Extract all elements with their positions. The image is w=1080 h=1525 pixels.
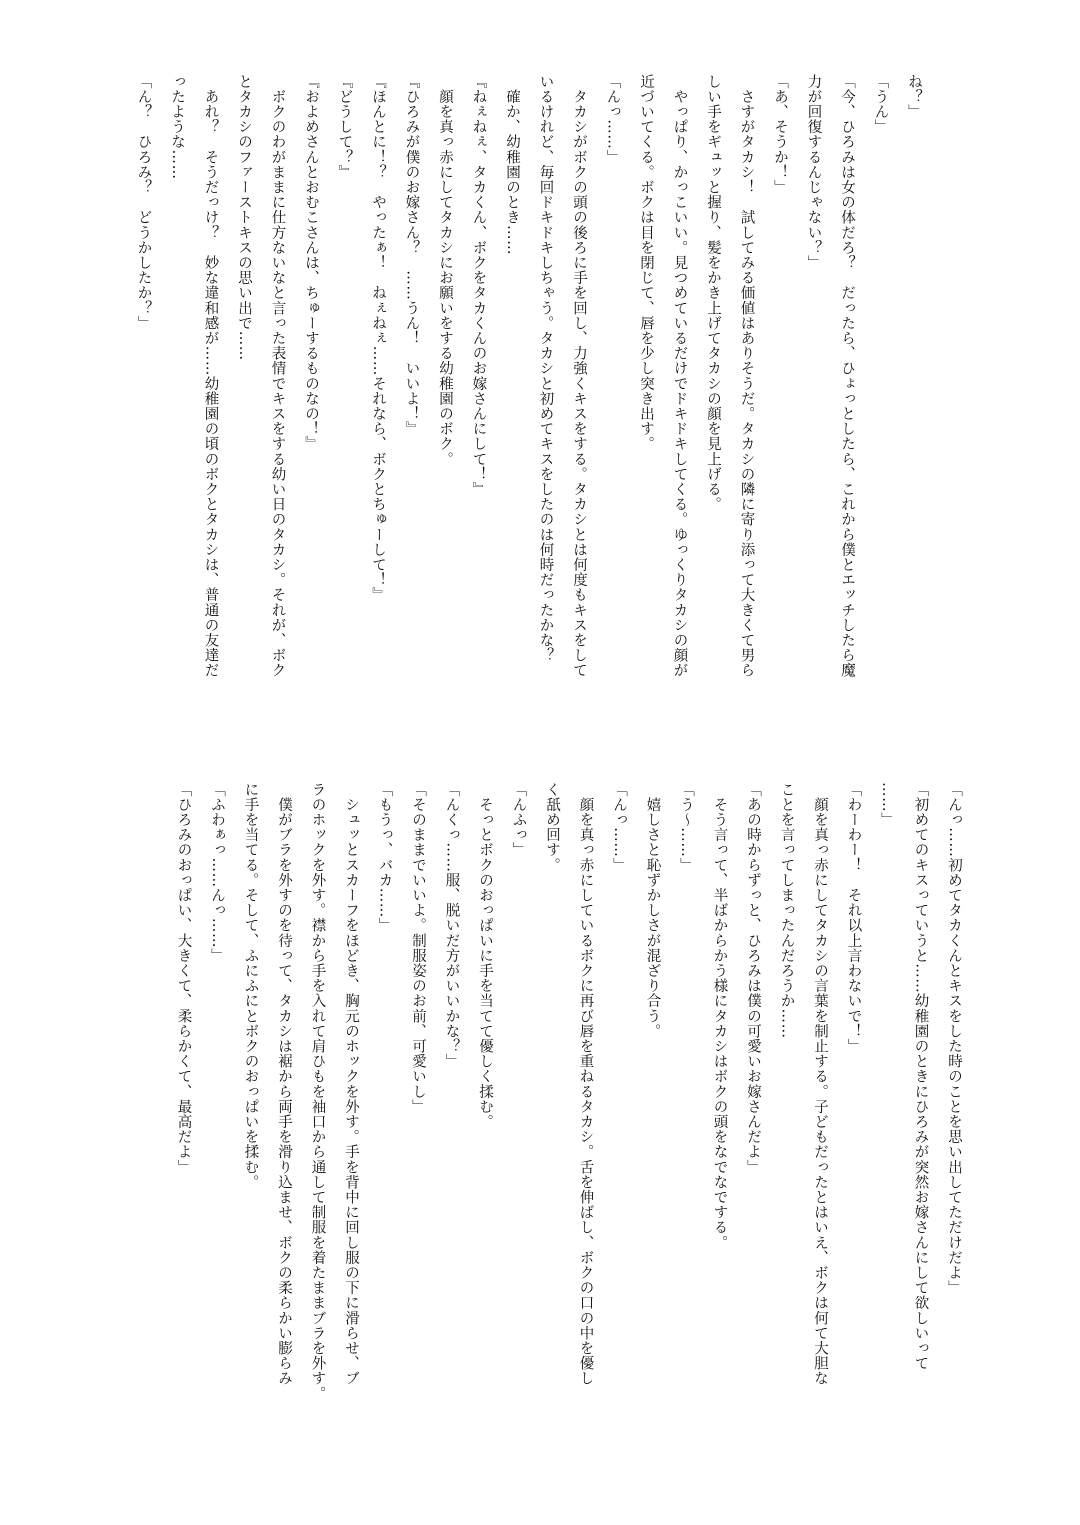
text-line: 確か、幼稚園のとき…… [504, 74, 520, 256]
text-line: 「う～……」 [678, 782, 694, 873]
upper-text-block [120, 74, 930, 724]
text-line: やっぱり、かっこいい。見つめているだけでドキドキしてくる。ゆっくりタカシの顔が [671, 74, 688, 678]
text-line: 「あの時からずっと、ひろみは僕の可愛いお嫁さんだよ」 [745, 782, 761, 1175]
text-line: 「んふっ」 [510, 782, 527, 858]
text-line: 僕がブラを外すのを待って、タカシは裾から両手を滑り込ませ、ボクの柔らかい膨らみ [276, 782, 292, 1386]
text-line: 嬉しさと恥ずかしさが混ざり合う。 [644, 782, 661, 1039]
text-line: 「ふわぁっ……んっ……」 [209, 782, 225, 964]
text-line: 「初めてのキスっていうと……幼稚園のときにひろみが突然お嫁さんにして欲しいって [912, 782, 929, 1371]
text-line: ラのホックを外す。襟から手を入れて肩ひもを袖口から通して制服を着たままブラを外す。 [309, 782, 326, 1402]
text-line: 「あ、そうか！」 [772, 74, 788, 195]
text-line: ね？」 [906, 74, 922, 120]
text-line: 「んっ……」 [611, 782, 627, 873]
text-line: く舐め回す。 [544, 782, 560, 873]
text-line: 顔を真っ赤にしてタカシの言葉を制止する。子どもだったとはいえ、ボクは何て大胆な [812, 782, 828, 1386]
text-line: ボクのわがままに仕方ないなと言った表情でキスをする幼い日のタカシ。それが、ボク [269, 74, 286, 678]
text-line: そっとボクのおっぱいに手を当てて優しく揉む。 [477, 782, 493, 1130]
text-line: 「わーわー！ それ以上言わないで！」 [845, 782, 862, 1054]
text-line: 『およめさんとおむこさんは、ちゅーするものなの！』 [303, 74, 319, 452]
text-line: 『ひろみが僕のお嫁さん？ ……うん！ いいよ！』 [403, 74, 420, 437]
text-line: 「んっ……初めてタカくんとキスをした時のことを思い出してただけだよ」 [946, 782, 962, 1296]
text-line: ことを言ってしまったんだろうか…… [778, 782, 795, 1039]
text-line: しい手をギュッと握り、髪をかき上げてタカシの顔を見上げる。 [705, 74, 721, 512]
text-line: 「ひろみのおっぱい、大きくて、柔らかくて、最高だよ」 [175, 782, 192, 1175]
text-line: 『どうして？』 [336, 74, 353, 180]
text-line: 「んっ……」 [604, 74, 621, 165]
text-line: 「んくっ……服、脱いだ方がいいかな？」 [443, 782, 460, 1069]
text-line: いるけれど、毎回ドキドキしちゃう。タカシと初めてキスをしたのは何時だったかな？ [537, 74, 554, 663]
text-line: シュッとスカーフをほどき、胸元のホックを外す。手を背中に回し服の下に滑らせ、ブ [343, 782, 359, 1386]
text-line: そう言って、半ばからかう様にタカシはボクの頭をなでなでする。 [711, 782, 728, 1251]
text-line: 「うん」 [872, 74, 889, 135]
text-line: 「もうっ、バカ……」 [376, 782, 393, 933]
text-line: 顔を真っ赤にしているボクに再び唇を重ねるタカシ。舌を伸ばし、ボクの口の中を優し [577, 782, 594, 1386]
text-line: 近づいてくる。ボクは目を閉じて、唇を少し突き出す。 [638, 74, 654, 452]
text-line: あれ？ そうだっけ？ 妙な違和感が……幼稚園の頃のボクとタカシは、普通の友達だ [202, 74, 219, 678]
text-line: ……」 [879, 782, 895, 828]
text-line: 力が回復するんじゃない？」 [805, 74, 822, 271]
text-line: ったような…… [169, 74, 185, 180]
text-line: とタカシのファーストキスの思い出で…… [236, 74, 252, 361]
text-line: 顔を真っ赤にしてタカシにお願いをする幼稚園のボク。 [437, 74, 453, 467]
text-line: さすがタカシ！ 試してみる価値はありそうだ。タカシの隣に寄り添って大きくて男ら [738, 74, 755, 678]
text-line: 『ほんとに！？ やったぁ！ ねぇねぇ……それなら、ボクとちゅーして！』 [370, 74, 386, 603]
text-line: タカシがボクの頭の後ろに手を回し、力強くキスをする。タカシとは何度もキスをして [571, 74, 587, 678]
lower-text-block [120, 782, 970, 1432]
text-line: に手を当てる。そして、ふにふにとボクのおっぱいを揉む。 [242, 782, 259, 1190]
text-line: 「今、ひろみは女の体だろ？ だったら、ひょっとしたら、これから僕とエッチしたら魔 [839, 74, 855, 678]
text-line: 『ねぇねぇ、タカくん、ボクをタカくんのお嫁さんにして！』 [470, 74, 487, 497]
text-line: 「そのままでいいよ。制服姿のお前、可愛いし」 [410, 782, 426, 1115]
text-line: 「ん？ ひろみ？ どうかしたか？」 [135, 74, 152, 331]
